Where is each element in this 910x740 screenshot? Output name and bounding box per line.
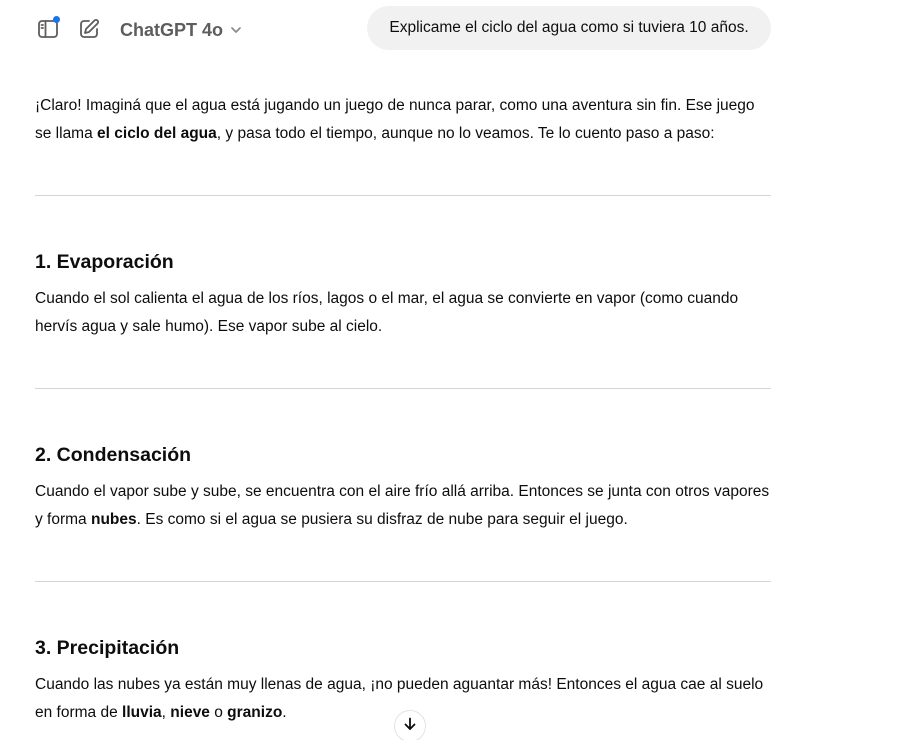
section-text-2: , xyxy=(161,704,171,721)
model-name: ChatGPT 4o xyxy=(120,19,224,40)
section-text-1: Cuando el sol calienta el agua de los ríos, lagos o el mar, el agua se convierte en vapor (como cuando hervís agua y sale humo). Ese vapor sube al cielo. xyxy=(35,290,739,335)
section-text-2: . Es como si el agua se pusiera su disfraz de nube para seguir el juego. xyxy=(136,511,628,528)
intro-paragraph xyxy=(35,92,775,148)
section-title-evaporacion: 1. Evaporación xyxy=(35,251,174,273)
section-title-condensacion: 2. Condensación xyxy=(35,444,192,466)
section-text-1: Cuando el vapor sube y sube, se encuentra con el aire frío allá arriba. Entonces se junta con otros vapores y forma xyxy=(35,483,770,528)
section-text-4: . xyxy=(282,704,287,721)
sidebar-toggle-icon xyxy=(36,17,60,41)
sidebar-toggle-button[interactable] xyxy=(35,16,61,42)
user-message-bubble xyxy=(367,6,771,50)
new-chat-icon xyxy=(77,17,101,41)
scroll-to-bottom-button[interactable] xyxy=(394,710,426,740)
bold-term-nubes: nubes xyxy=(90,511,137,528)
section-text-condensacion xyxy=(35,478,775,534)
model-selector[interactable] xyxy=(120,17,243,43)
section-title-precipitacion: 3. Precipitación xyxy=(35,637,180,659)
notification-dot xyxy=(53,16,60,23)
section-text-3: o xyxy=(209,704,228,721)
new-chat-button[interactable] xyxy=(76,16,102,42)
intro-text-2: , y pasa todo el tiempo, aunque no lo veamos. Te lo cuento paso a paso: xyxy=(216,125,715,142)
arrow-down-icon xyxy=(402,716,418,737)
bold-term-nieve: nieve xyxy=(170,704,210,721)
bold-term-lluvia: lluvia xyxy=(122,704,162,721)
user-message-text: Explicame el ciclo del agua como si tuviera 10 años. xyxy=(389,19,749,36)
intro-text-1: ¡Claro! Imaginá que el agua está jugando un juego de nunca parar, como una aventura sin fin. Ese juego se llama xyxy=(35,97,755,142)
section-text-evaporacion xyxy=(35,285,775,341)
bold-term-granizo: granizo xyxy=(227,704,283,721)
section-text-1: Cuando las nubes ya están muy llenas de agua, ¡no pueden aguantar más! Entonces el agua cae al suelo en forma de xyxy=(35,676,764,721)
chevron-down-icon xyxy=(229,23,243,37)
top-bar xyxy=(0,0,910,60)
assistant-response xyxy=(35,92,775,727)
intro-bold-term: el ciclo del agua xyxy=(97,125,217,142)
